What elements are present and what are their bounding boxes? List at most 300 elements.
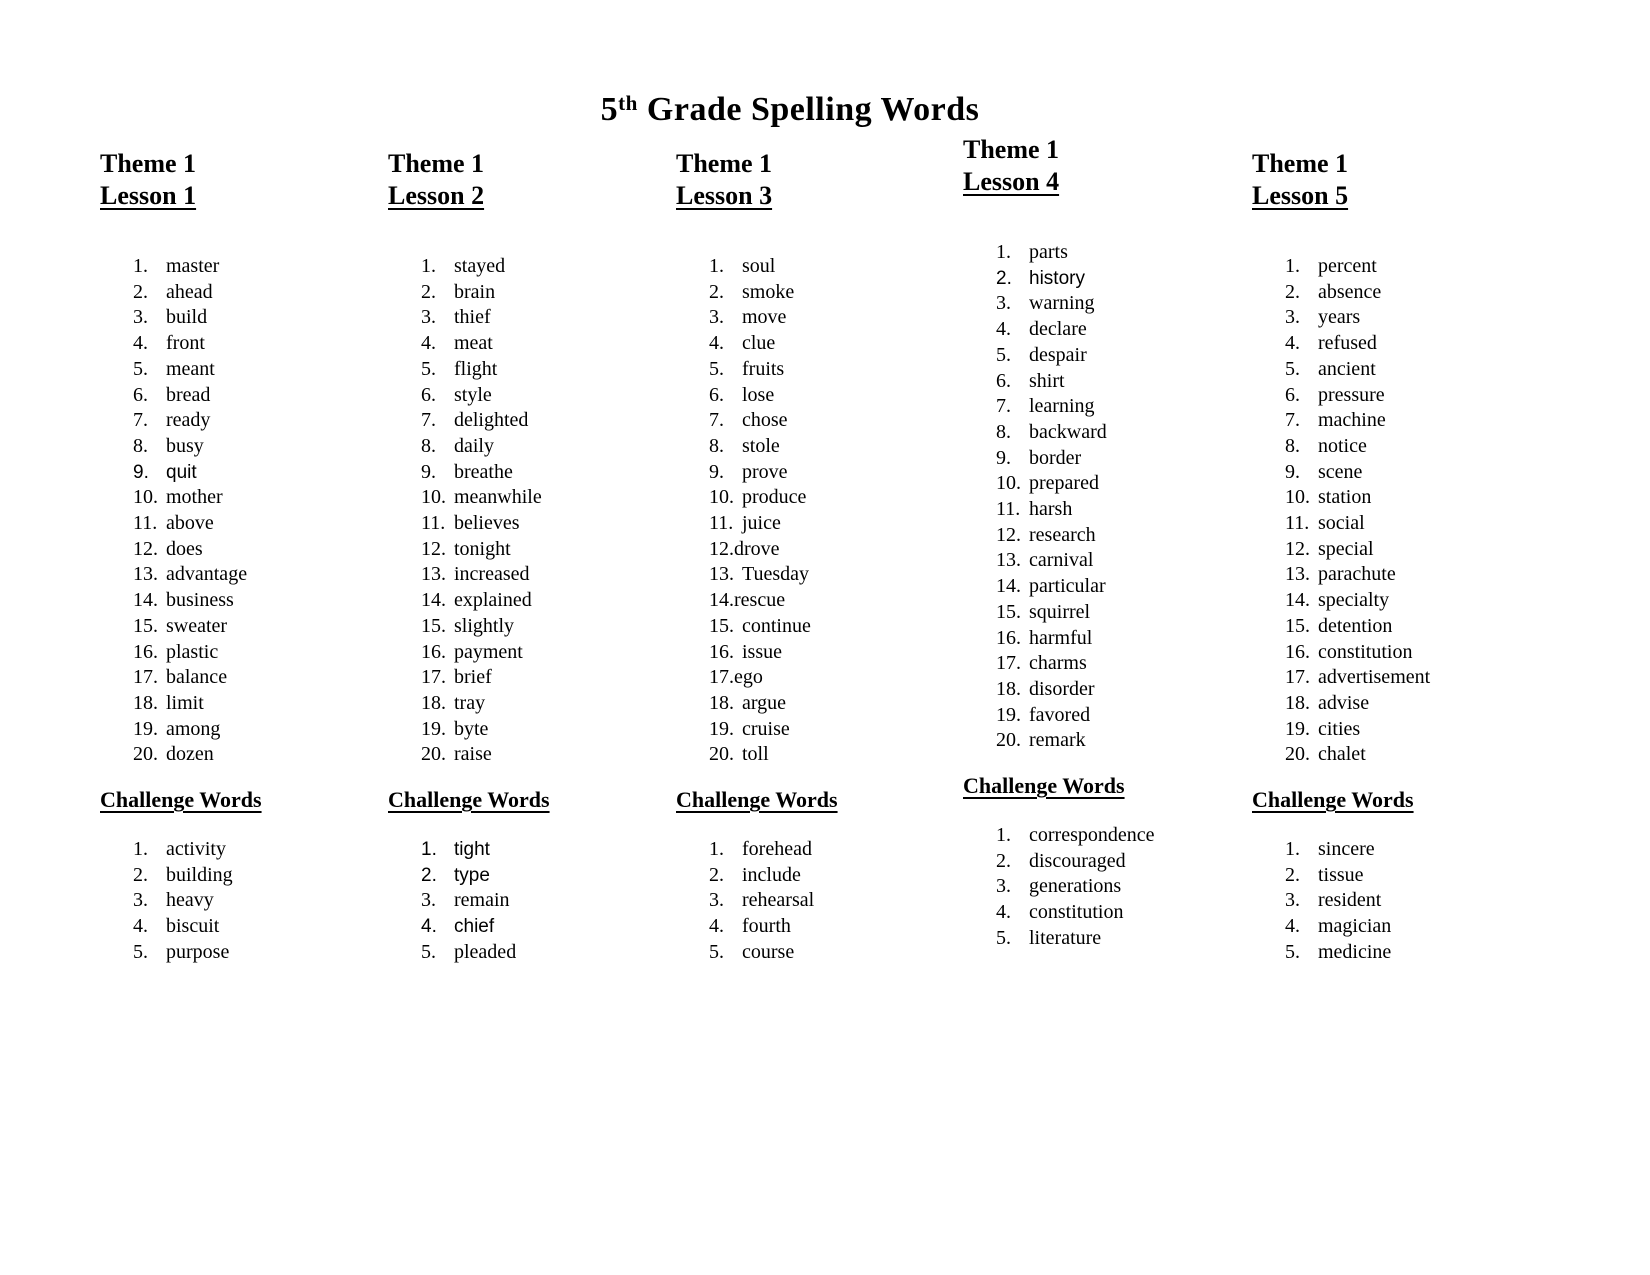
word-number: 3.: [709, 306, 724, 329]
word-number: 19.: [709, 717, 734, 740]
word-number: 8.: [1285, 434, 1300, 457]
word-item: [709, 717, 961, 743]
word-number: 5.: [709, 940, 724, 963]
challenge-word-list: [676, 837, 961, 966]
word-item: [1285, 742, 1537, 768]
word-text: payment: [454, 640, 523, 663]
word-item: [421, 562, 673, 588]
word-item: [133, 280, 385, 306]
word-number: 1.: [709, 255, 724, 277]
word-text: machine: [1318, 409, 1386, 432]
word-text: tight: [454, 839, 490, 861]
word-text: raise: [454, 743, 492, 766]
page-title: [0, 91, 1580, 129]
word-number: 12.: [133, 537, 158, 560]
theme-heading: Theme 1: [388, 149, 485, 178]
word-item: [1285, 691, 1537, 717]
word-item: [421, 331, 673, 357]
word-item: [996, 471, 1248, 497]
word-item: [133, 665, 385, 691]
word-text: front: [166, 332, 205, 355]
word-text: produce: [742, 486, 807, 509]
word-text: detention: [1318, 614, 1393, 637]
word-text: advise: [1318, 691, 1370, 714]
word-number: 11.: [996, 498, 1021, 521]
lesson-heading: Lesson 1: [100, 181, 197, 210]
word-number: 9.: [1285, 460, 1300, 483]
word-number: 1.: [133, 838, 148, 861]
word-number: 13.: [1285, 563, 1310, 586]
word-number: 20.: [133, 743, 158, 766]
word-number: 19.: [996, 703, 1021, 726]
word-text: constitution: [1029, 901, 1124, 924]
word-item: [421, 914, 673, 940]
word-item: [421, 614, 673, 640]
word-number: 20.: [421, 743, 446, 766]
word-number: 1.: [1285, 838, 1300, 861]
word-number: 1.: [133, 255, 148, 277]
word-number: 2.: [709, 863, 724, 886]
word-number: 1.: [996, 824, 1011, 847]
word-number: 10.: [1285, 486, 1310, 509]
word-item: [709, 691, 961, 717]
word-number: 10.: [133, 486, 158, 509]
word-item: [996, 651, 1248, 677]
word-item: [996, 240, 1248, 266]
word-text: absence: [1318, 280, 1382, 303]
word-item: [996, 926, 1248, 952]
word-number: 19.: [421, 717, 446, 740]
word-text: brief: [454, 666, 492, 689]
word-text: busy: [166, 434, 204, 457]
word-item: [709, 511, 961, 537]
word-number: 5.: [996, 926, 1011, 949]
word-number: 8.: [421, 434, 436, 457]
word-number: 3.: [133, 306, 148, 329]
word-text: discouraged: [1029, 849, 1126, 872]
word-number: 14.: [1285, 589, 1310, 612]
word-text: include: [742, 863, 801, 886]
word-number: 4.: [133, 915, 148, 938]
word-item: [133, 460, 385, 486]
word-item: [996, 420, 1248, 446]
word-text: limit: [166, 691, 204, 714]
word-text: byte: [454, 717, 489, 740]
word-item: [421, 280, 673, 306]
word-number: 2.: [1285, 280, 1300, 303]
word-text: lose: [742, 383, 775, 406]
word-number: 12.: [1285, 537, 1310, 560]
word-number: 3.: [709, 889, 724, 912]
word-number: 5.: [421, 940, 436, 963]
word-number: 8.: [709, 434, 724, 457]
word-item: [133, 940, 385, 966]
word-item: [133, 254, 385, 280]
word-text: warning: [1029, 292, 1095, 315]
word-item: [709, 331, 961, 357]
word-text: declare: [1029, 318, 1087, 341]
word-list: [676, 254, 961, 768]
word-text: mother: [166, 486, 223, 509]
word-number: 8.: [996, 420, 1011, 443]
word-text: parts: [1029, 241, 1068, 263]
word-number: 17.: [996, 652, 1021, 675]
word-number: 11.: [1285, 512, 1310, 535]
word-text: advertisement: [1318, 666, 1431, 689]
word-number: 1.: [421, 255, 436, 277]
lesson-column-header: [676, 148, 961, 212]
word-item: [133, 408, 385, 434]
word-list: [963, 240, 1248, 754]
word-number: 4.: [1285, 332, 1300, 355]
word-number: 3.: [996, 292, 1011, 315]
word-item: [996, 343, 1248, 369]
word-text: prove: [742, 460, 788, 483]
word-number: 4.: [709, 332, 724, 355]
word-text: stole: [742, 434, 780, 457]
word-number: 1.: [996, 241, 1011, 263]
word-text: believes: [454, 512, 520, 535]
word-text: border: [1029, 446, 1082, 469]
word-item: [421, 383, 673, 409]
word-number: 19.: [133, 717, 158, 740]
challenge-word-list: [100, 837, 385, 966]
word-text: magician: [1318, 915, 1392, 938]
word-item: [1285, 485, 1537, 511]
word-text: shirt: [1029, 369, 1065, 392]
word-text: smoke: [742, 280, 795, 303]
theme-heading: Theme 1: [100, 149, 197, 178]
word-item: [996, 497, 1248, 523]
word-item: [1285, 588, 1537, 614]
word-item: [133, 691, 385, 717]
word-text: particular: [1029, 575, 1106, 598]
word-number: 11.: [421, 512, 446, 535]
word-text: fourth: [742, 915, 791, 938]
word-item: [1285, 837, 1537, 863]
theme-heading: Theme 1: [1252, 149, 1349, 178]
word-text: rehearsal: [742, 889, 815, 912]
word-text: slightly: [454, 614, 515, 637]
word-item: [133, 537, 385, 563]
word-number: 7.: [1285, 409, 1300, 432]
word-item: [996, 291, 1248, 317]
word-text: tray: [454, 691, 486, 714]
word-item: [1285, 640, 1537, 666]
word-number: 19.: [1285, 717, 1310, 740]
word-number: 3.: [421, 306, 436, 329]
word-number: 5.: [709, 357, 724, 380]
word-text: specialty: [1318, 589, 1390, 612]
word-text: disorder: [1029, 677, 1095, 700]
word-item: [709, 408, 961, 434]
word-number: 18.: [996, 677, 1021, 700]
word-item: [1285, 357, 1537, 383]
word-item: [133, 383, 385, 409]
word-list: [1252, 254, 1537, 768]
word-item: [421, 665, 673, 691]
word-number: 5.: [133, 940, 148, 963]
word-text: harmful: [1029, 626, 1093, 649]
word-text: argue: [742, 691, 787, 714]
word-number: 4.: [996, 318, 1011, 341]
word-number: 2.: [133, 280, 148, 303]
word-item: [133, 837, 385, 863]
word-item: [1285, 511, 1537, 537]
word-text: notice: [1318, 434, 1367, 457]
word-number: 16.: [133, 640, 158, 663]
word-text: thief: [454, 306, 491, 329]
word-item: [133, 614, 385, 640]
word-text: scene: [1318, 460, 1363, 483]
word-text: squirrel: [1029, 600, 1091, 623]
word-item: [421, 940, 673, 966]
word-item: [709, 665, 961, 691]
word-text: does: [166, 537, 203, 560]
word-text: history: [1029, 267, 1085, 289]
word-text: favored: [1029, 703, 1091, 726]
word-number: 6.: [421, 383, 436, 406]
word-number: 20.: [996, 729, 1021, 752]
word-number: 18.: [1285, 691, 1310, 714]
word-text: meant: [166, 357, 215, 380]
word-item: [709, 562, 961, 588]
word-number: 1.: [709, 838, 724, 861]
word-text: brain: [454, 280, 496, 303]
challenge-words-heading: Challenge Words: [963, 773, 1125, 799]
word-item: [996, 874, 1248, 900]
word-text: special: [1318, 537, 1374, 560]
word-text: move: [742, 306, 787, 329]
word-item: [133, 434, 385, 460]
word-number: 13.: [133, 563, 158, 586]
word-text: toll: [742, 743, 769, 766]
lesson-heading: Lesson 4: [963, 167, 1060, 196]
word-text: ego: [734, 666, 763, 689]
lesson-heading: Lesson 3: [676, 181, 773, 210]
word-text: medicine: [1318, 940, 1392, 963]
word-number: 6.: [1285, 383, 1300, 406]
word-item: [996, 849, 1248, 875]
word-text: master: [166, 255, 220, 277]
word-number: 3.: [1285, 306, 1300, 329]
word-number: 9.: [709, 460, 724, 483]
word-text: fruits: [742, 357, 785, 380]
word-number: 14.: [709, 589, 734, 612]
word-text: type: [454, 864, 490, 886]
word-item: [1285, 280, 1537, 306]
word-item: [1285, 383, 1537, 409]
word-item: [1285, 717, 1537, 743]
word-item: [421, 511, 673, 537]
word-item: [709, 434, 961, 460]
word-text: chalet: [1318, 743, 1366, 766]
word-number: 2.: [709, 280, 724, 303]
word-number: 14.: [421, 589, 446, 612]
word-item: [996, 600, 1248, 626]
word-number: 10.: [996, 472, 1021, 495]
word-item: [996, 626, 1248, 652]
word-number: 7.: [133, 409, 148, 432]
word-text: juice: [742, 512, 781, 535]
word-number: 20.: [1285, 743, 1310, 766]
word-text: sincere: [1318, 838, 1375, 861]
word-text: station: [1318, 486, 1372, 509]
lesson-column-header: [388, 148, 673, 212]
word-item: [421, 863, 673, 889]
word-number: 12.: [421, 537, 446, 560]
word-number: 16.: [709, 640, 734, 663]
word-item: [709, 460, 961, 486]
word-text: prepared: [1029, 472, 1099, 495]
word-number: 5.: [421, 357, 436, 380]
lesson-column-header: [100, 148, 385, 212]
word-number: 14.: [996, 575, 1021, 598]
word-item: [421, 408, 673, 434]
word-text: cruise: [742, 717, 790, 740]
word-item: [996, 574, 1248, 600]
word-text: balance: [166, 666, 228, 689]
word-number: 6.: [133, 383, 148, 406]
challenge-word-list: [963, 823, 1248, 952]
word-item: [421, 640, 673, 666]
word-item: [421, 357, 673, 383]
word-number: 5.: [996, 343, 1011, 366]
word-text: backward: [1029, 420, 1107, 443]
word-text: pressure: [1318, 383, 1385, 406]
word-text: meat: [454, 332, 493, 355]
lesson-column-header: [1252, 148, 1537, 212]
word-item: [1285, 665, 1537, 691]
word-item: [421, 537, 673, 563]
word-text: tonight: [454, 537, 511, 560]
word-number: 13.: [709, 563, 734, 586]
word-item: [133, 511, 385, 537]
word-text: cities: [1318, 717, 1361, 740]
word-item: [996, 369, 1248, 395]
word-number: 16.: [421, 640, 446, 663]
word-item: [421, 837, 673, 863]
word-text: literature: [1029, 926, 1102, 949]
title-ordinal-suffix: th: [618, 91, 638, 116]
word-text: research: [1029, 523, 1096, 546]
word-text: build: [166, 306, 208, 329]
word-item: [709, 588, 961, 614]
word-number: 13.: [421, 563, 446, 586]
word-text: percent: [1318, 255, 1377, 277]
word-text: building: [166, 863, 233, 886]
word-number: 10.: [709, 486, 734, 509]
word-item: [421, 485, 673, 511]
word-item: [709, 914, 961, 940]
word-item: [996, 446, 1248, 472]
word-number: 11.: [133, 512, 158, 535]
word-text: course: [742, 940, 795, 963]
word-number: 15.: [709, 614, 734, 637]
theme-heading: Theme 1: [676, 149, 773, 178]
word-text: forehead: [742, 838, 812, 861]
word-text: continue: [742, 614, 811, 637]
word-text: bread: [166, 383, 211, 406]
word-number: 2.: [421, 864, 437, 886]
word-item: [996, 394, 1248, 420]
word-text: clue: [742, 332, 776, 355]
word-number: 1.: [421, 839, 437, 861]
word-number: 12.: [996, 523, 1021, 546]
word-item: [709, 280, 961, 306]
word-text: style: [454, 383, 492, 406]
word-item: [1285, 305, 1537, 331]
lesson-heading: Lesson 5: [1252, 181, 1349, 210]
word-text: refused: [1318, 332, 1377, 355]
word-item: [996, 266, 1248, 292]
word-item: [1285, 914, 1537, 940]
word-item: [1285, 460, 1537, 486]
word-item: [421, 588, 673, 614]
word-text: remark: [1029, 729, 1086, 752]
word-item: [1285, 254, 1537, 280]
lesson-column: [963, 134, 1248, 952]
theme-heading: Theme 1: [963, 135, 1060, 164]
word-number: 3.: [1285, 889, 1300, 912]
word-text: above: [166, 512, 214, 535]
word-item: [133, 562, 385, 588]
word-number: 18.: [709, 691, 734, 714]
word-number: 2.: [133, 863, 148, 886]
word-text: remain: [454, 889, 510, 912]
word-number: 15.: [421, 614, 446, 637]
word-item: [1285, 863, 1537, 889]
word-text: activity: [166, 838, 226, 861]
challenge-word-list: [1252, 837, 1537, 966]
challenge-words-heading: Challenge Words: [100, 787, 262, 813]
word-item: [421, 742, 673, 768]
word-number: 3.: [133, 889, 148, 912]
word-number: 14.: [133, 589, 158, 612]
word-number: 2.: [996, 849, 1011, 872]
word-number: 20.: [709, 743, 734, 766]
word-number: 13.: [996, 549, 1021, 572]
word-text: issue: [742, 640, 782, 663]
word-number: 5.: [133, 357, 148, 380]
lesson-column: [676, 148, 961, 966]
word-item: [421, 691, 673, 717]
word-text: harsh: [1029, 498, 1073, 521]
word-item: [421, 888, 673, 914]
word-number: 7.: [709, 409, 724, 432]
challenge-words-heading: Challenge Words: [1252, 787, 1414, 813]
word-number: 2.: [996, 267, 1012, 289]
word-text: ahead: [166, 280, 213, 303]
lesson-column: [1252, 148, 1537, 966]
word-number: 17.: [709, 666, 734, 689]
word-item: [709, 742, 961, 768]
word-item: [133, 331, 385, 357]
word-item: [133, 888, 385, 914]
word-item: [1285, 537, 1537, 563]
word-text: business: [166, 589, 234, 612]
word-text: ancient: [1318, 357, 1376, 380]
challenge-word-list: [388, 837, 673, 966]
word-number: 3.: [421, 889, 436, 912]
word-item: [1285, 331, 1537, 357]
word-text: charms: [1029, 652, 1087, 675]
word-number: 16.: [1285, 640, 1310, 663]
word-number: 18.: [133, 691, 158, 714]
word-item: [133, 640, 385, 666]
word-item: [709, 357, 961, 383]
word-item: [709, 837, 961, 863]
